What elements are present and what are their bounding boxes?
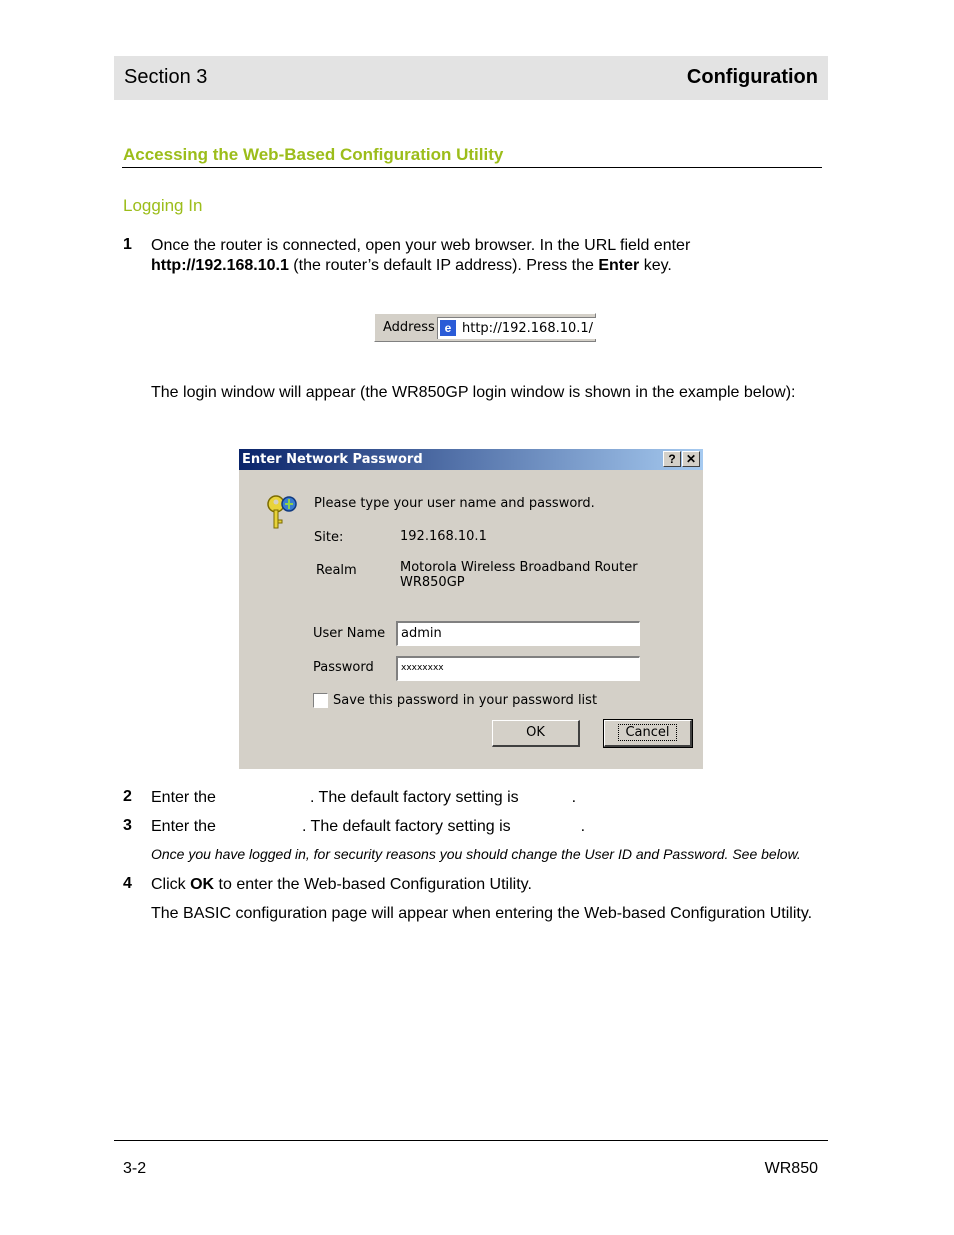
step-1-mid: (the router’s default IP address). Press the: [288, 257, 599, 274]
realm-value-line1: Motorola Wireless Broadband Router: [400, 560, 638, 575]
address-url: http://192.168.10.1/: [462, 321, 594, 336]
step-4-b: to enter the Web-based Configuration Utility.: [214, 876, 532, 893]
save-password-label: Save this password in your password list: [333, 693, 598, 708]
step-4-text: [151, 875, 821, 895]
page-number: 3-2: [123, 1160, 147, 1177]
heading-accessing: Accessing the Web-Based Configuration Utility: [123, 145, 504, 164]
section-title: Configuration: [686, 66, 818, 88]
cancel-button[interactable]: [604, 720, 692, 747]
step-3-text: [151, 817, 821, 837]
security-note: Once you have logged in, for security reasons you should change the User ID and Password. See below.: [151, 846, 801, 862]
step-1-number: 1: [123, 236, 132, 253]
dialog-title: Enter Network Password: [242, 452, 423, 467]
step-3-c: .: [580, 818, 586, 835]
close-button[interactable]: ✕: [682, 451, 700, 467]
model-name: WR850: [764, 1160, 818, 1177]
dialog-titlebar: [239, 449, 703, 470]
address-bar: [374, 313, 596, 342]
step-2-b: . The default factory setting is: [309, 789, 519, 806]
step-1-url: http://192.168.10.1: [151, 257, 289, 274]
ie-page-icon: e: [440, 320, 456, 336]
heading-logging-in: Logging In: [123, 196, 203, 215]
step-3-a: Enter the: [151, 818, 216, 835]
step-2-a: Enter the: [151, 789, 216, 806]
ok-button[interactable]: OK: [492, 720, 580, 747]
step-3-number: 3: [123, 817, 132, 834]
step-1-text: [151, 236, 821, 276]
step-1-line1: Once the router is connected, open your web browser. In the URL field enter: [151, 237, 691, 254]
step-1-key: Enter: [598, 257, 640, 274]
login-window-intro: The login window will appear (the WR850GP login window is shown in the example below):: [151, 384, 796, 401]
step-3-b: . The default factory setting is: [301, 818, 511, 835]
network-password-dialog: [239, 449, 703, 769]
address-label: Address: [383, 320, 435, 335]
help-button[interactable]: ?: [663, 451, 681, 467]
basic-page-note: The BASIC configuration page will appear when entering the Web-based Configuration Utility.: [151, 905, 813, 922]
step-4-ok: OK: [190, 876, 215, 893]
heading-rule: [122, 167, 822, 168]
section-header: [114, 56, 828, 100]
site-label: Site:: [314, 530, 344, 545]
cancel-label: Cancel: [618, 724, 676, 741]
dialog-prompt: Please type your user name and password.: [314, 496, 595, 511]
step-4-number: 4: [123, 875, 132, 892]
keys-icon: [265, 492, 301, 532]
address-field[interactable]: [437, 317, 596, 339]
user-name-input[interactable]: admin: [396, 621, 640, 646]
user-name-label: User Name: [313, 626, 386, 641]
section-number: Section 3: [124, 66, 208, 88]
realm-label: Realm: [316, 563, 357, 578]
step-1-end: key.: [639, 257, 672, 274]
footer-rule: [114, 1140, 828, 1141]
step-2-text: [151, 788, 821, 808]
save-password-checkbox[interactable]: [313, 693, 328, 708]
password-label: Password: [313, 660, 374, 675]
realm-value-line2: WR850GP: [400, 575, 465, 590]
step-4-a: Click: [151, 876, 191, 893]
password-input[interactable]: xxxxxxxx: [396, 656, 640, 681]
step-2-number: 2: [123, 788, 132, 805]
site-value: 192.168.10.1: [400, 529, 487, 544]
step-2-c: .: [571, 789, 577, 806]
